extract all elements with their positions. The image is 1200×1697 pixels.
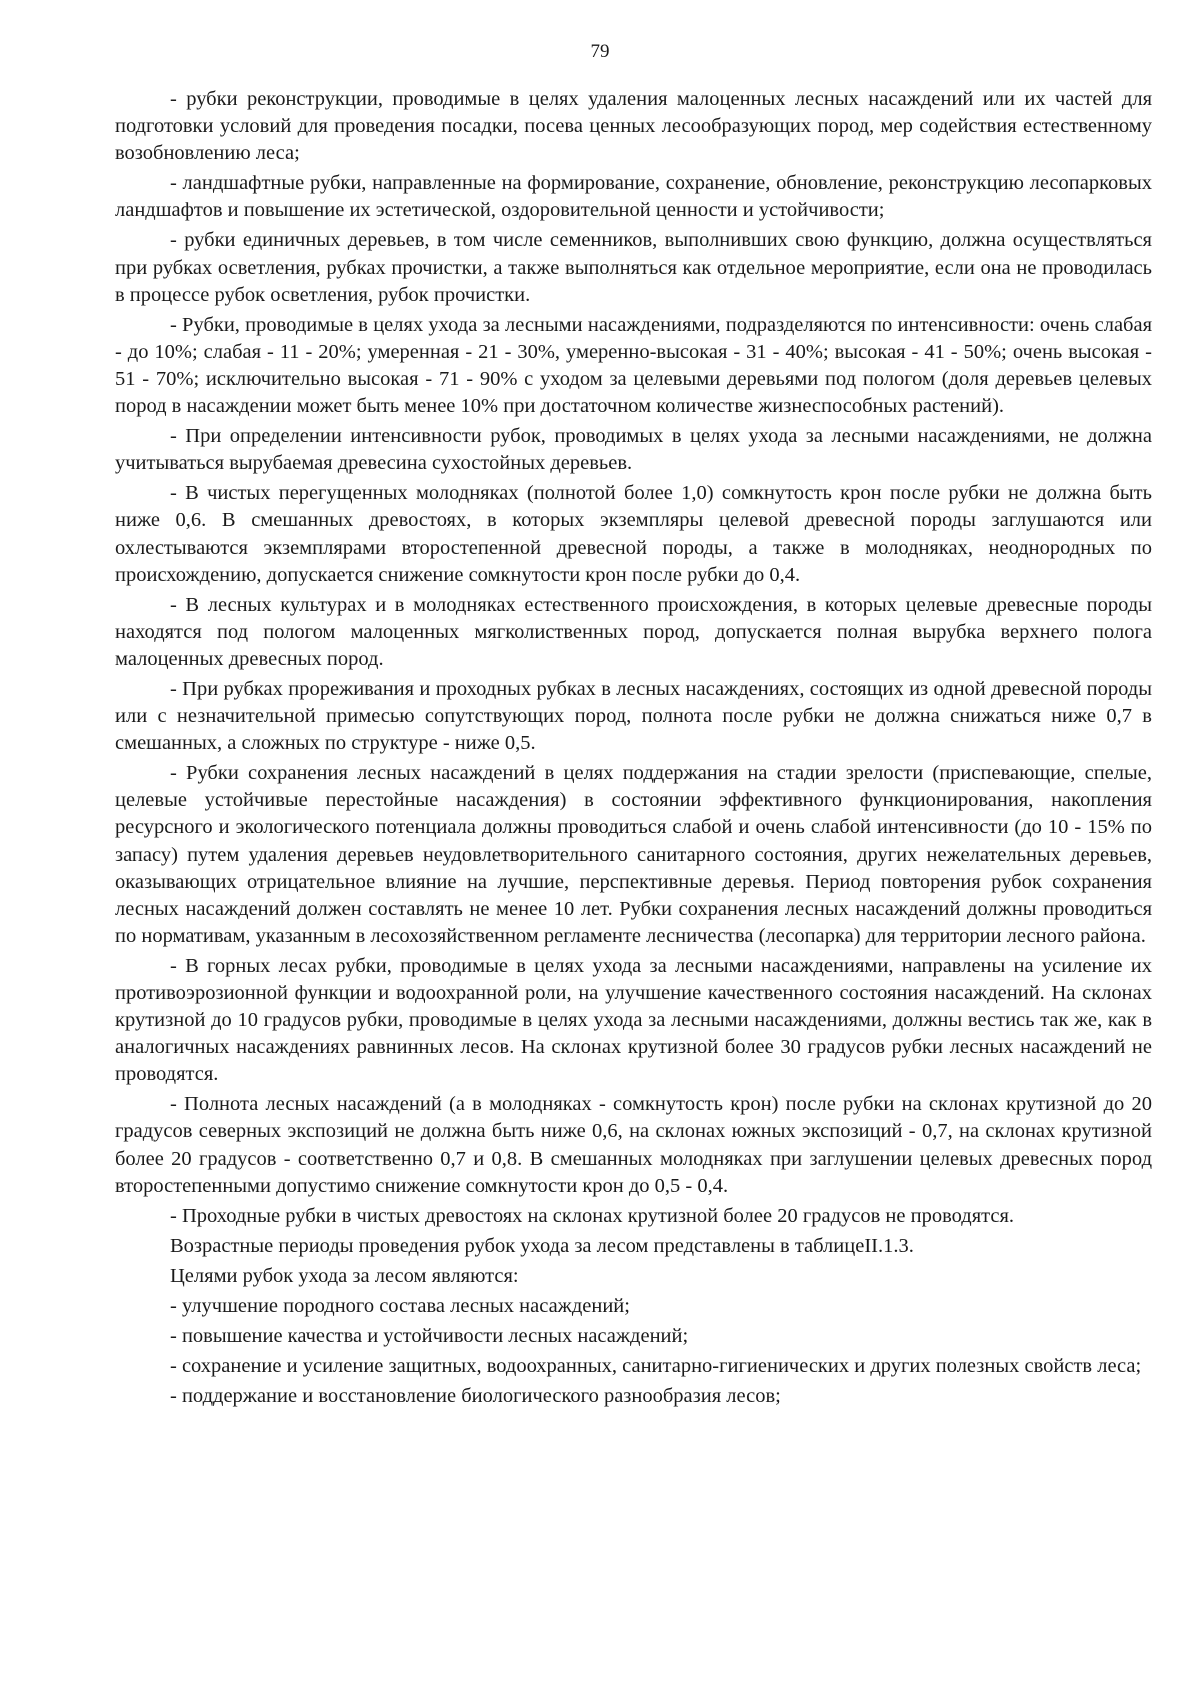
paragraph: - В лесных культурах и в молодняках естественного происхождения, в которых целевые древесные породы находятся под пологом малоценных мягколиственных пород, допускается полная вырубка верхнего полога малоценных древесных пород. — [115, 593, 1152, 670]
paragraph: - В горных лесах рубки, проводимые в целях ухода за лесными насаждениями, направлены на усиление их противоэрозионной функции и водоохранной роли, на улучшение качественного состояния насаждений. На склонах крутизной до 10 градусов рубки, проводимые в целях ухода за лесными насаждениями, должны вестись так же, как в аналогичных насаждениях равнинных лесов. На склонах крутизной более 30 градусов рубки лесных насаждений не проводятся. — [115, 954, 1152, 1086]
paragraph: - В чистых перегущенных молодняках (полнотой более 1,0) сомкнутость крон после рубки не должна быть ниже 0,6. В смешанных древостоях, в которых экземпляры целевой древесной породы заглушаются или охлестываются экземплярами второстепенной древесной породы, а также в молодняках, неоднородных по происхождению, допускается снижение сомкнутости крон после рубки до 0,4. — [115, 482, 1152, 586]
document-body — [115, 86, 1152, 1413]
paragraph: - Рубки сохранения лесных насаждений в целях поддержания на стадии зрелости (приспевающие, спелые, целевые устойчивые перестойные насаждения) в состоянии эффективного функционирования, накопления ресурсного и экологического потенциала должны проводиться слабой и очень слабой интенсивности (до 10 - 15% по запасу) путем удаления деревьев неудовлетворительного санитарного состояния, других нежелательных деревьев, оказывающих отрицательное влияние на лучшие, перспективные деревья. Период повторения рубок сохранения лесных насаждений должен составлять не менее 10 лет. Рубки сохранения лесных насаждений должны проводиться по нормативам, указанным в лесохозяйственном регламенте лесничества (лесопарка) для территории лесного района. — [115, 762, 1152, 947]
paragraph: - рубки единичных деревьев, в том числе семенников, выполнивших свою функцию, должна осуществляться при рубках осветления, рубках прочистки, а также выполняться как отдельное мероприятие, если она не проводилась в процессе рубок осветления, рубок прочистки. — [115, 229, 1152, 306]
paragraph: - рубки реконструкции, проводимые в целях удаления малоценных лесных насаждений или их частей для подготовки условий для проведения посадки, посева ценных лесообразующих пород, мер содействия естественному возобновлению леса; — [115, 88, 1152, 165]
list-item: - улучшение породного состава лесных насаждений; — [170, 1295, 630, 1318]
paragraph: - Рубки, проводимые в целях ухода за лесными насаждениями, подразделяются по интенсивности: очень слабая - до 10%; слабая - 11 - 20%; умеренная - 21 - 30%, умеренно-высокая - 31 - 40%; высокая - 41 - 50%; очень высокая - 51 - 70%; исключительно высокая - 71 - 90% с уходом за целевыми деревьями под пологом (доля деревьев целевых пород в насаждении может быть менее 10% при достаточном количестве жизнеспособных растений). — [115, 313, 1152, 418]
paragraph: - При определении интенсивности рубок, проводимых в целях ухода за лесными насаждениями, не должна учитываться вырубаемая древесина сухостойных деревьев. — [115, 425, 1152, 475]
paragraph: Целями рубок ухода за лесом являются: — [170, 1264, 519, 1287]
paragraph: - Полнота лесных насаждений (а в молодняках - сомкнутость крон) после рубки на склонах крутизной до 20 градусов северных экспозиций не должна быть ниже 0,6, на склонах южных экспозиций - 0,7, на склонах крутизной более 20 градусов - соответственно 0,7 и 0,8. В смешанных молодняках при заглушении целевых древесных пород второстепенными допустимо снижение сомкнутости крон до 0,5 - 0,4. — [115, 1093, 1152, 1197]
list-item: - сохранение и усиление защитных, водоохранных, санитарно-гигиенических и других полезных свойств леса; — [170, 1355, 1142, 1378]
paragraph: - ландшафтные рубки, направленные на формирование, сохранение, обновление, реконструкцию лесопарковых ландшафтов и повышение их эстетической, оздоровительной ценности и устойчивости; — [115, 172, 1152, 222]
page-number: 79 — [590, 41, 610, 62]
list-item: - поддержание и восстановление биологического разнообразия лесов; — [170, 1385, 781, 1408]
paragraph: Возрастные периоды проведения рубок ухода за лесом представлены в таблицеII.1.3. — [170, 1234, 914, 1257]
paragraph: - При рубках прореживания и проходных рубках в лесных насаждениях, состоящих из одной древесной породы или с незначительной примесью сопутствующих пород, полнота после рубки не должна снижаться ниже 0,7 в смешанных, а сложных по структуре - ниже 0,5. — [115, 677, 1152, 755]
list-item: - повышение качества и устойчивости лесных насаждений; — [170, 1325, 689, 1348]
paragraph: - Проходные рубки в чистых древостоях на склонах крутизной более 20 градусов не проводятся. — [170, 1204, 1015, 1227]
